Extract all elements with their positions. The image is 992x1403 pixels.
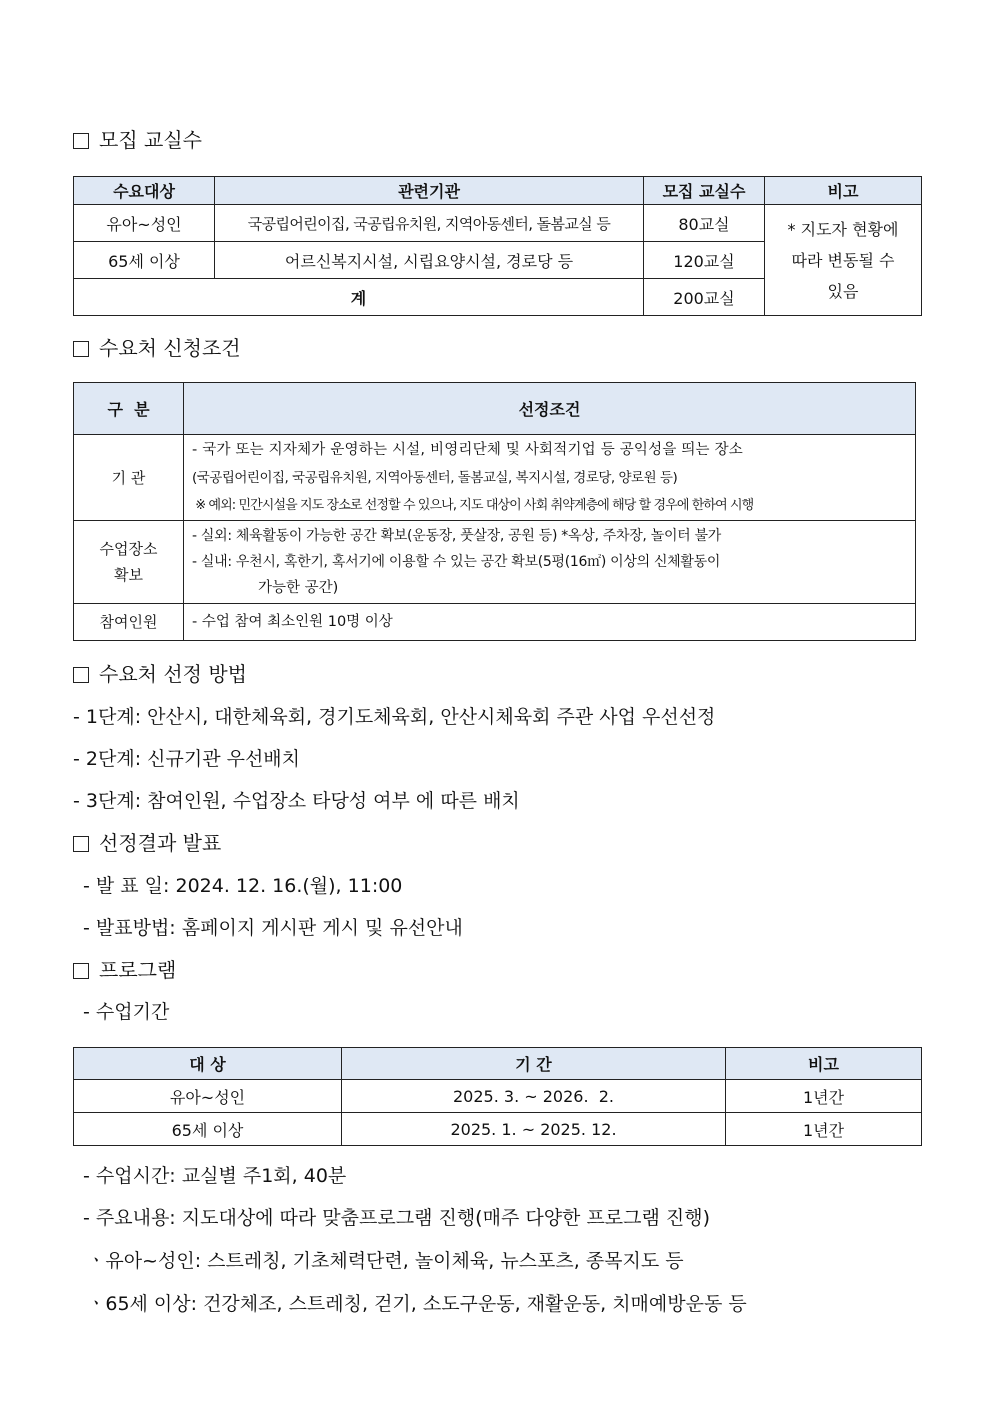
announcement-line: - 발 표 일: 2024. 12. 16.(월), 11:00 [83,875,403,897]
total-label: 계 [74,279,644,316]
table-cell: 유아~성인 [74,1080,342,1113]
row-label [74,435,184,521]
note-line: * 지도자 현황에 [787,219,899,239]
column-header: 구 분 [74,383,184,435]
column-header: 관련기관 [215,177,644,205]
column-header: 비고 [726,1048,922,1080]
row-label-line: 기 관 [111,468,146,487]
section-title: 모집 교실수 [99,128,202,152]
column-header: 모집 교실수 [644,177,765,205]
table-cell: 80교실 [644,205,765,242]
section-heading-program [73,958,176,982]
row-label-line: 확보 [114,566,143,584]
table-row [74,604,916,641]
condition-line: ※ 예외: 민간시설을 지도 장소로 선정할 수 있으나, 지도 대상이 사회 취약계층에 해당 할 경우에 한하여 시행 [192,497,754,513]
column-header: 대 상 [74,1048,342,1080]
row-label-line: 참여인원 [99,613,158,631]
note-line: 따라 변동될 수 [791,250,895,270]
checkbox-square-icon [73,133,89,149]
table-header-row [74,383,916,435]
table-cell: 120교실 [644,242,765,279]
condition-line: - 국가 또는 지자체가 운영하는 시설, 비영리단체 및 사회적기업 등 공익성을 띄는 장소 [192,441,743,458]
condition-line: - 실내: 우천시, 혹한기, 혹서기에 이용할 수 있는 공간 확보(5평(16㎡) 이상의 신체활동이 [192,554,721,570]
row-label-line: 수업장소 [99,540,158,558]
section-heading-announcement [73,831,221,855]
section-heading-recruit [73,128,202,152]
recruit-table [73,176,922,316]
table-cell: 국공립어린이집, 국공립유치원, 지역아동센터, 돌봄교실 등 [215,205,644,242]
table-cell: 1년간 [726,1113,922,1146]
row-label [74,521,184,604]
program-line: - 주요내용: 지도대상에 따라 맞춤프로그램 진행(매주 다양한 프로그램 진행) [83,1207,711,1229]
selection-step: - 1단계: 안산시, 대한체육회, 경기도체육회, 안산시체육회 주관 사업 우선선정 [73,706,716,728]
column-header: 기 간 [342,1048,726,1080]
selection-step: - 2단계: 신규기관 우선배치 [73,748,301,770]
table-row [74,435,916,521]
column-header: 비고 [765,177,922,205]
program-line: ㆍ유아~성인: 스트레칭, 기초체력단련, 놀이체육, 뉴스포츠, 종목지도 등 [87,1250,684,1272]
checkbox-square-icon [73,667,89,683]
table-cell: 2025. 3. ~ 2026. 2. [342,1080,726,1113]
condition-cell [184,604,916,641]
section-heading-selection [73,662,247,686]
section-title: 선정결과 발표 [99,831,222,855]
column-header: 선정조건 [184,383,916,435]
program-period-table [73,1047,922,1146]
table-cell: 65세 이상 [74,1113,342,1146]
selection-step: - 3단계: 참여인원, 수업장소 타당성 여부 에 따른 배치 [73,790,520,812]
condition-line: 가능한 공간) [258,580,339,596]
table-row [74,205,922,242]
table-row [74,521,916,604]
program-line: - 수업시간: 교실별 주1회, 40분 [83,1165,347,1187]
program-line: ㆍ65세 이상: 건강체조, 스트레칭, 걷기, 소도구운동, 재활운동, 치매예방운동 등 [87,1293,747,1315]
total-value: 200교실 [644,279,765,316]
note-line: 있음 [827,281,859,301]
program-period-label: - 수업기간 [83,1001,170,1023]
table-cell: 어르신복지시설, 시립요양시설, 경로당 등 [215,242,644,279]
condition-line: - 수업 참여 최소인원 10명 이상 [192,614,393,630]
condition-cell [184,521,916,604]
checkbox-square-icon [73,836,89,852]
row-label [74,604,184,641]
condition-cell [184,435,916,521]
condition-table [73,382,916,641]
table-row [74,1080,922,1113]
checkbox-square-icon [73,341,89,357]
checkbox-square-icon [73,963,89,979]
table-cell: 65세 이상 [74,242,215,279]
condition-line: - 실외: 체육활동이 가능한 공간 확보(운동장, 풋살장, 공원 등) *옥상, 주차장, 놀이터 불가 [192,528,721,544]
table-cell: 1년간 [726,1080,922,1113]
section-title: 프로그램 [99,958,177,982]
table-header-row [74,1048,922,1080]
condition-line: (국공립어린이집, 국공립유치원, 지역아동센터, 돌봄교실, 복지시설, 경로당, 양로원 등) [192,469,678,486]
table-header-row [74,177,922,205]
table-row [74,1113,922,1146]
note-cell [765,205,922,316]
column-header: 수요대상 [74,177,215,205]
section-title: 수요처 신청조건 [99,336,241,360]
table-cell: 2025. 1. ~ 2025. 12. [342,1113,726,1146]
section-title: 수요처 선정 방법 [99,662,247,686]
table-cell: 유아~성인 [74,205,215,242]
announcement-line: - 발표방법: 홈페이지 게시판 게시 및 유선안내 [83,917,463,939]
section-heading-conditions [73,336,241,360]
